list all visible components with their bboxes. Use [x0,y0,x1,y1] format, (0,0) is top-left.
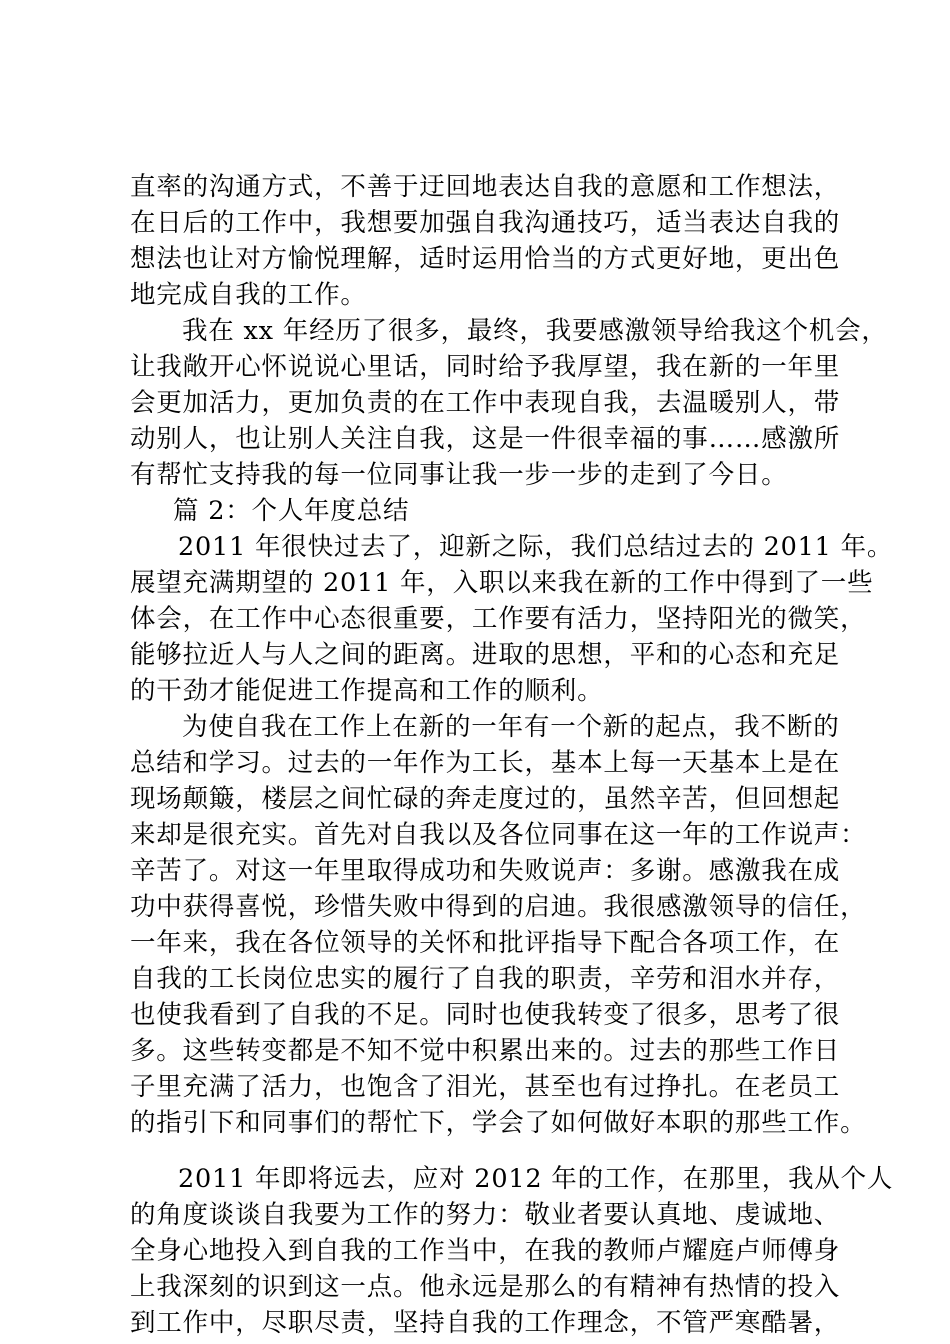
text-line: 功中获得喜悦，珍惜失败中得到的启迪。我很感激领导的信任， [130,892,867,922]
text-line: 2011 年很快过去了，迎新之际，我们总结过去的 2011 年。 [178,532,894,562]
text-line: 也使我看到了自我的不足。同时也使我转变了很多，思考了很 [130,1000,841,1030]
text-line: 能够拉近人与人之间的距离。进取的思想，平和的心态和充足 [130,640,841,670]
text-line: 展望充满期望的 2011 年，入职以来我在新的工作中得到了一些 [130,568,874,598]
text-line: 动别人，也让别人关注自我，这是一件很幸福的事……感激所 [130,424,841,454]
text-line: 我在 xx 年经历了很多，最终，我要感激领导给我这个机会， [182,316,888,346]
text-line: 辛苦了。对这一年里取得成功和失败说声：多谢。感激我在成 [130,856,841,886]
text-line: 到工作中，尽职尽责，坚持自我的工作理念，不管严寒酷暑， [130,1308,841,1338]
text-line: 子里充满了活力，也饱含了泪光，甚至也有过挣扎。在老员工 [130,1072,841,1102]
text-line: 体会，在工作中心态很重要，工作要有活力，坚持阳光的微笑， [130,604,867,634]
text-line: 2011 年即将远去，应对 2012 年的工作，在那里，我从个人 [178,1164,894,1194]
text-line: 在日后的工作中，我想要加强自我沟通技巧，适当表达自我的 [130,208,841,238]
text-line: 直率的沟通方式，不善于迂回地表达自我的意愿和工作想法， [130,172,841,202]
text-line: 现场颠簸，楼层之间忙碌的奔走度过的，虽然辛苦，但回想起 [130,784,841,814]
text-line: 总结和学习。过去的一年作为工长，基本上每一天基本上是在 [130,748,841,778]
text-line: 的指引下和同事们的帮忙下，学会了如何做好本职的那些工作。 [130,1108,867,1138]
section-heading: 篇 2：个人年度总结 [173,496,410,526]
text-line: 多。这些转变都是不知不觉中积累出来的。过去的那些工作日 [130,1036,841,1066]
text-line: 想法也让对方愉悦理解，适时运用恰当的方式更好地，更出色 [130,244,841,274]
text-line: 有帮忙支持我的每一位同事让我一步一步的走到了今日。 [130,460,788,490]
text-line: 会更加活力，更加负责的在工作中表现自我，去温暖别人，带 [130,388,841,418]
text-line: 自我的工长岗位忠实的履行了自我的职责，辛劳和泪水并存， [130,964,841,994]
text-line: 上我深刻的识到这一点。他永远是那么的有精神有热情的投入 [130,1272,841,1302]
text-line: 地完成自我的工作。 [130,280,367,310]
text-line: 来却是很充实。首先对自我以及各位同事在这一年的工作说声： [130,820,867,850]
text-line: 全身心地投入到自我的工作当中，在我的教师卢耀庭卢师傅身 [130,1236,841,1266]
text-line: 为使自我在工作上在新的一年有一个新的起点，我不断的 [182,712,840,742]
text-line: 的角度谈谈自我要为工作的努力：敬业者要认真地、虔诚地、 [130,1200,841,1230]
text-line: 让我敞开心怀说说心里话，同时给予我厚望，我在新的一年里 [130,352,841,382]
text-line: 的干劲才能促进工作提高和工作的顺利。 [130,676,604,706]
text-line: 一年来，我在各位领导的关怀和批评指导下配合各项工作，在 [130,928,841,958]
